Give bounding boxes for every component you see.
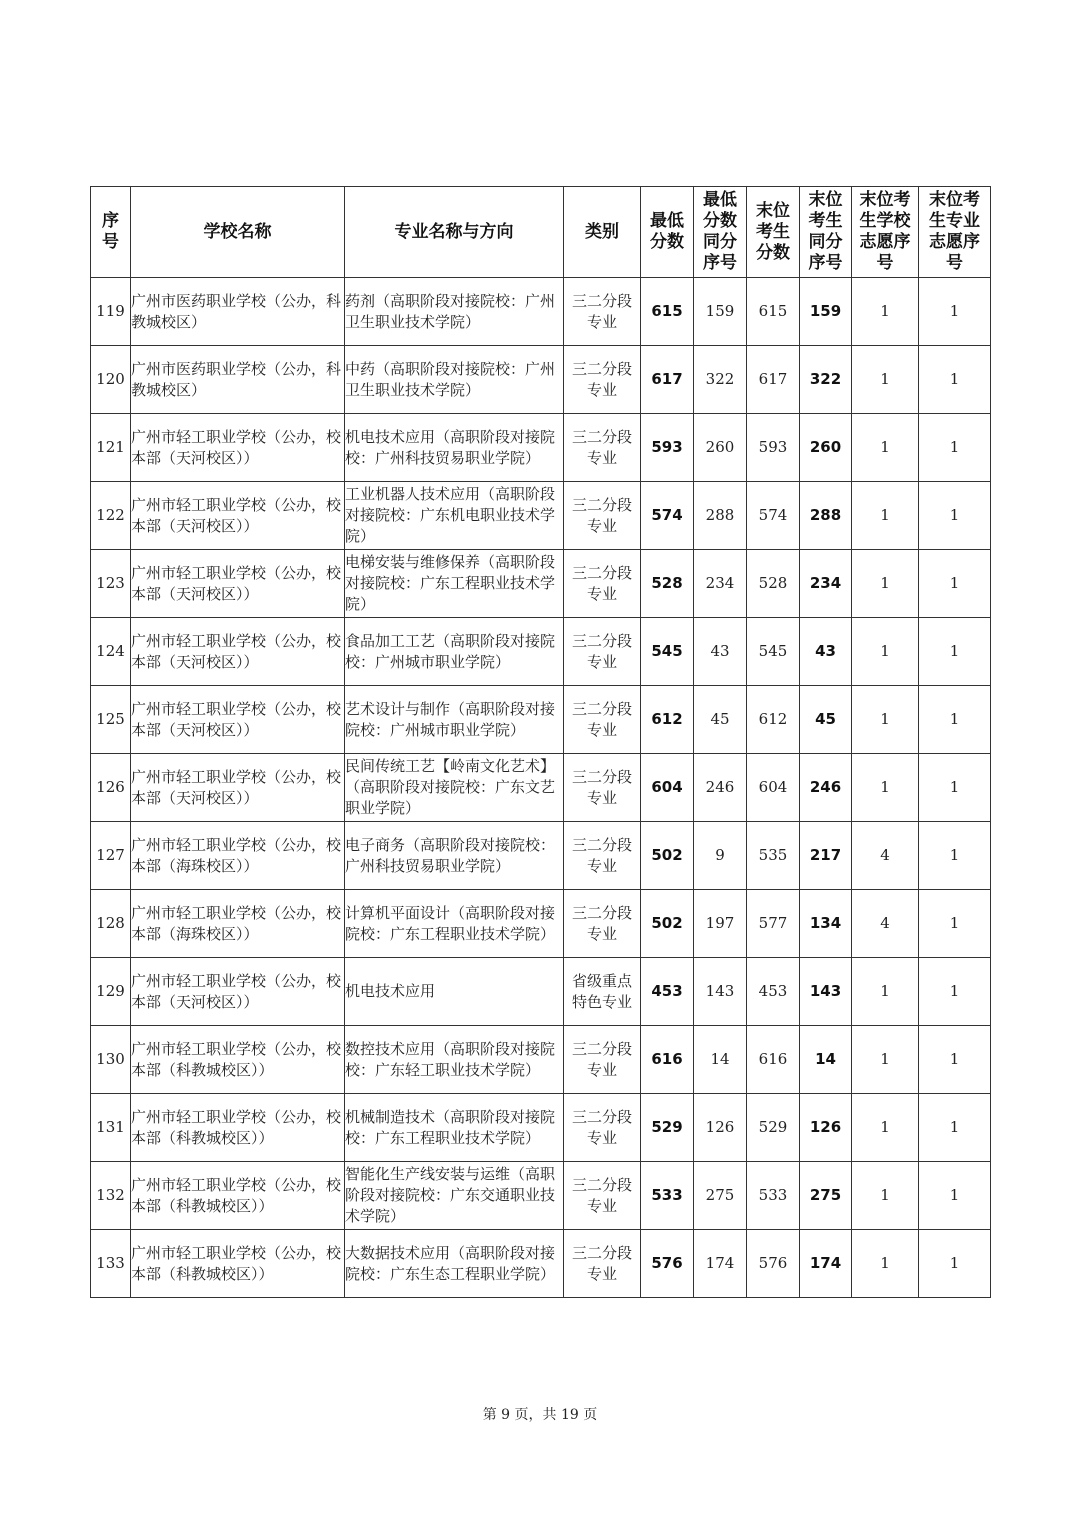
cell-min-rank: 126 bbox=[694, 1094, 747, 1162]
cell-seq: 130 bbox=[91, 1026, 131, 1094]
cell-major: 中药（高职阶段对接院校：广州卫生职业技术学院） bbox=[345, 346, 564, 414]
cell-school: 广州市轻工职业学校（公办，校本部（天河校区）） bbox=[131, 618, 345, 686]
cell-category bbox=[564, 414, 641, 482]
cell-last-rank: 174 bbox=[800, 1230, 852, 1298]
cell-category bbox=[564, 346, 641, 414]
cell-last-score: 576 bbox=[747, 1230, 800, 1298]
cell-category bbox=[564, 1162, 641, 1230]
cell-major: 食品加工工艺（高职阶段对接院校：广州城市职业学院） bbox=[345, 618, 564, 686]
table-row bbox=[91, 754, 991, 822]
page-footer: 第 9 页，共 19 页 bbox=[482, 1407, 598, 1423]
cell-last-rank: 126 bbox=[800, 1094, 852, 1162]
cell-major: 机械制造技术（高职阶段对接院校：广东工程职业技术学院） bbox=[345, 1094, 564, 1162]
cell-school-pref: 1 bbox=[852, 618, 919, 686]
header-last-rank: 末位考生同分序号 bbox=[800, 187, 852, 278]
table-body bbox=[91, 278, 991, 1298]
cell-school-pref: 1 bbox=[852, 482, 919, 550]
table-row bbox=[91, 278, 991, 346]
cell-min-rank: 174 bbox=[694, 1230, 747, 1298]
cell-seq: 128 bbox=[91, 890, 131, 958]
cell-category-text: 三二分段专业 bbox=[571, 767, 632, 807]
cell-last-score: 612 bbox=[747, 686, 800, 754]
table-row bbox=[91, 958, 991, 1026]
cell-last-rank: 143 bbox=[800, 958, 852, 1026]
cell-major: 机电技术应用 bbox=[345, 958, 564, 1026]
cell-min-rank: 275 bbox=[694, 1162, 747, 1230]
cell-min-rank: 260 bbox=[694, 414, 747, 482]
cell-category-text: 三二分段专业 bbox=[571, 631, 632, 671]
cell-major: 药剂（高职阶段对接院校：广州卫生职业技术学院） bbox=[345, 278, 564, 346]
cell-last-rank: 234 bbox=[800, 550, 852, 618]
cell-school: 广州市轻工职业学校（公办，校本部（海珠校区）） bbox=[131, 822, 345, 890]
cell-category bbox=[564, 550, 641, 618]
cell-school-pref: 1 bbox=[852, 958, 919, 1026]
cell-category bbox=[564, 822, 641, 890]
cell-category-text: 三二分段专业 bbox=[571, 1107, 632, 1147]
cell-major-pref: 1 bbox=[919, 1230, 991, 1298]
header-last-score: 末位考生分数 bbox=[747, 187, 800, 278]
cell-major-pref: 1 bbox=[919, 278, 991, 346]
cell-category bbox=[564, 890, 641, 958]
table-row bbox=[91, 1230, 991, 1298]
cell-last-score: 453 bbox=[747, 958, 800, 1026]
cell-category bbox=[564, 1094, 641, 1162]
cell-major-pref: 1 bbox=[919, 550, 991, 618]
header-major: 专业名称与方向 bbox=[345, 187, 564, 278]
cell-major: 机电技术应用（高职阶段对接院校：广州科技贸易职业学院） bbox=[345, 414, 564, 482]
cell-min-rank: 246 bbox=[694, 754, 747, 822]
cell-min-score: 604 bbox=[641, 754, 694, 822]
cell-last-score: 577 bbox=[747, 890, 800, 958]
cell-school-pref: 1 bbox=[852, 278, 919, 346]
cell-category-text: 三二分段专业 bbox=[571, 903, 632, 943]
cell-seq: 121 bbox=[91, 414, 131, 482]
cell-school-pref: 1 bbox=[852, 1094, 919, 1162]
cell-category bbox=[564, 686, 641, 754]
cell-school-pref: 1 bbox=[852, 1026, 919, 1094]
cell-min-score: 545 bbox=[641, 618, 694, 686]
cell-category-text: 三二分段专业 bbox=[571, 563, 632, 603]
cell-last-score: 535 bbox=[747, 822, 800, 890]
cell-min-rank: 234 bbox=[694, 550, 747, 618]
cell-last-score: 617 bbox=[747, 346, 800, 414]
admission-score-table bbox=[90, 186, 991, 1298]
table-row bbox=[91, 890, 991, 958]
cell-min-score: 453 bbox=[641, 958, 694, 1026]
table-row bbox=[91, 1094, 991, 1162]
table-row bbox=[91, 346, 991, 414]
cell-major: 智能化生产线安装与运维（高职阶段对接院校：广东交通职业技术学院） bbox=[345, 1162, 564, 1230]
cell-category-text: 三二分段专业 bbox=[571, 359, 632, 399]
table-row bbox=[91, 1026, 991, 1094]
cell-school-pref: 4 bbox=[852, 890, 919, 958]
cell-last-rank: 275 bbox=[800, 1162, 852, 1230]
cell-last-rank: 14 bbox=[800, 1026, 852, 1094]
cell-school: 广州市轻工职业学校（公办，校本部（天河校区）） bbox=[131, 958, 345, 1026]
cell-major: 数控技术应用（高职阶段对接院校：广东轻工职业技术学院） bbox=[345, 1026, 564, 1094]
cell-category bbox=[564, 1230, 641, 1298]
cell-major: 电子商务（高职阶段对接院校：广州科技贸易职业学院） bbox=[345, 822, 564, 890]
cell-category-text: 三二分段专业 bbox=[571, 291, 632, 331]
cell-category bbox=[564, 618, 641, 686]
cell-major: 工业机器人技术应用（高职阶段对接院校：广东机电职业技术学院） bbox=[345, 482, 564, 550]
cell-min-rank: 159 bbox=[694, 278, 747, 346]
cell-min-score: 533 bbox=[641, 1162, 694, 1230]
cell-min-score: 616 bbox=[641, 1026, 694, 1094]
cell-last-score: 529 bbox=[747, 1094, 800, 1162]
cell-major-pref: 1 bbox=[919, 1162, 991, 1230]
table-row bbox=[91, 686, 991, 754]
cell-last-score: 615 bbox=[747, 278, 800, 346]
cell-school: 广州市轻工职业学校（公办，校本部（天河校区）） bbox=[131, 550, 345, 618]
table-header-row bbox=[91, 187, 991, 278]
cell-school: 广州市轻工职业学校（公办，校本部（海珠校区）） bbox=[131, 890, 345, 958]
cell-seq: 124 bbox=[91, 618, 131, 686]
cell-last-rank: 322 bbox=[800, 346, 852, 414]
table-row bbox=[91, 618, 991, 686]
cell-min-score: 528 bbox=[641, 550, 694, 618]
cell-major-pref: 1 bbox=[919, 1026, 991, 1094]
cell-seq: 125 bbox=[91, 686, 131, 754]
cell-major: 民间传统工艺【岭南文化艺术】（高职阶段对接院校：广东文艺职业学院） bbox=[345, 754, 564, 822]
cell-major-pref: 1 bbox=[919, 822, 991, 890]
cell-school: 广州市轻工职业学校（公办，校本部（科教城校区）） bbox=[131, 1162, 345, 1230]
cell-category bbox=[564, 1026, 641, 1094]
header-school: 学校名称 bbox=[131, 187, 345, 278]
cell-last-score: 533 bbox=[747, 1162, 800, 1230]
header-category: 类别 bbox=[564, 187, 641, 278]
cell-major: 计算机平面设计（高职阶段对接院校：广东工程职业技术学院） bbox=[345, 890, 564, 958]
header-major-pref: 末位考生专业志愿序号 bbox=[919, 187, 991, 278]
cell-last-rank: 288 bbox=[800, 482, 852, 550]
cell-min-score: 612 bbox=[641, 686, 694, 754]
cell-school: 广州市轻工职业学校（公办，校本部（科教城校区）） bbox=[131, 1094, 345, 1162]
cell-school: 广州市轻工职业学校（公办，校本部（天河校区）） bbox=[131, 754, 345, 822]
cell-school-pref: 1 bbox=[852, 754, 919, 822]
cell-category bbox=[564, 754, 641, 822]
header-min-rank: 最低分数同分序号 bbox=[694, 187, 747, 278]
cell-seq: 132 bbox=[91, 1162, 131, 1230]
cell-category-text: 三二分段专业 bbox=[571, 835, 632, 875]
cell-category-text: 省级重点特色专业 bbox=[571, 971, 632, 1011]
cell-category bbox=[564, 482, 641, 550]
cell-min-score: 502 bbox=[641, 890, 694, 958]
header-seq: 序号 bbox=[91, 187, 131, 278]
cell-school-pref: 1 bbox=[852, 686, 919, 754]
cell-min-score: 615 bbox=[641, 278, 694, 346]
cell-school-pref: 1 bbox=[852, 1162, 919, 1230]
cell-school: 广州市医药职业学校（公办，科教城校区） bbox=[131, 346, 345, 414]
cell-school: 广州市轻工职业学校（公办，校本部（天河校区）） bbox=[131, 686, 345, 754]
cell-school-pref: 1 bbox=[852, 346, 919, 414]
table-row bbox=[91, 1162, 991, 1230]
cell-seq: 123 bbox=[91, 550, 131, 618]
cell-major-pref: 1 bbox=[919, 1094, 991, 1162]
table-row bbox=[91, 482, 991, 550]
cell-school-pref: 1 bbox=[852, 550, 919, 618]
cell-min-rank: 43 bbox=[694, 618, 747, 686]
cell-min-score: 576 bbox=[641, 1230, 694, 1298]
cell-last-score: 545 bbox=[747, 618, 800, 686]
table-row bbox=[91, 550, 991, 618]
cell-major: 艺术设计与制作（高职阶段对接院校：广州城市职业学院） bbox=[345, 686, 564, 754]
cell-major-pref: 1 bbox=[919, 754, 991, 822]
cell-school-pref: 4 bbox=[852, 822, 919, 890]
cell-seq: 131 bbox=[91, 1094, 131, 1162]
cell-school-pref: 1 bbox=[852, 414, 919, 482]
cell-min-rank: 288 bbox=[694, 482, 747, 550]
cell-seq: 129 bbox=[91, 958, 131, 1026]
cell-category bbox=[564, 958, 641, 1026]
cell-last-rank: 134 bbox=[800, 890, 852, 958]
cell-seq: 127 bbox=[91, 822, 131, 890]
header-school-pref: 末位考生学校志愿序号 bbox=[852, 187, 919, 278]
cell-last-rank: 45 bbox=[800, 686, 852, 754]
cell-category-text: 三二分段专业 bbox=[571, 1243, 632, 1283]
cell-category-text: 三二分段专业 bbox=[571, 699, 632, 739]
cell-last-rank: 260 bbox=[800, 414, 852, 482]
cell-last-score: 528 bbox=[747, 550, 800, 618]
cell-school: 广州市医药职业学校（公办，科教城校区） bbox=[131, 278, 345, 346]
cell-seq: 120 bbox=[91, 346, 131, 414]
cell-min-rank: 45 bbox=[694, 686, 747, 754]
cell-min-score: 617 bbox=[641, 346, 694, 414]
cell-last-rank: 159 bbox=[800, 278, 852, 346]
cell-min-rank: 9 bbox=[694, 822, 747, 890]
cell-last-rank: 246 bbox=[800, 754, 852, 822]
cell-min-score: 593 bbox=[641, 414, 694, 482]
cell-school: 广州市轻工职业学校（公办，校本部（天河校区）） bbox=[131, 482, 345, 550]
cell-seq: 122 bbox=[91, 482, 131, 550]
cell-major-pref: 1 bbox=[919, 686, 991, 754]
cell-category-text: 三二分段专业 bbox=[571, 427, 632, 467]
cell-major-pref: 1 bbox=[919, 482, 991, 550]
table-row bbox=[91, 414, 991, 482]
cell-last-score: 616 bbox=[747, 1026, 800, 1094]
cell-major-pref: 1 bbox=[919, 958, 991, 1026]
cell-school: 广州市轻工职业学校（公办，校本部（科教城校区）） bbox=[131, 1230, 345, 1298]
cell-category-text: 三二分段专业 bbox=[571, 1039, 632, 1079]
cell-min-rank: 322 bbox=[694, 346, 747, 414]
cell-major: 电梯安装与维修保养（高职阶段对接院校：广东工程职业技术学院） bbox=[345, 550, 564, 618]
cell-seq: 119 bbox=[91, 278, 131, 346]
cell-category-text: 三二分段专业 bbox=[571, 1175, 632, 1215]
header-min-score: 最低分数 bbox=[641, 187, 694, 278]
table-row bbox=[91, 822, 991, 890]
cell-min-rank: 197 bbox=[694, 890, 747, 958]
cell-major-pref: 1 bbox=[919, 346, 991, 414]
cell-seq: 133 bbox=[91, 1230, 131, 1298]
cell-min-score: 574 bbox=[641, 482, 694, 550]
cell-category bbox=[564, 278, 641, 346]
cell-last-score: 574 bbox=[747, 482, 800, 550]
cell-major: 大数据技术应用（高职阶段对接院校：广东生态工程职业学院） bbox=[345, 1230, 564, 1298]
cell-min-score: 529 bbox=[641, 1094, 694, 1162]
cell-last-rank: 43 bbox=[800, 618, 852, 686]
cell-major-pref: 1 bbox=[919, 414, 991, 482]
cell-major-pref: 1 bbox=[919, 890, 991, 958]
cell-school: 广州市轻工职业学校（公办，校本部（科教城校区）） bbox=[131, 1026, 345, 1094]
cell-last-score: 604 bbox=[747, 754, 800, 822]
cell-major-pref: 1 bbox=[919, 618, 991, 686]
cell-category-text: 三二分段专业 bbox=[571, 495, 632, 535]
cell-last-rank: 217 bbox=[800, 822, 852, 890]
cell-min-rank: 14 bbox=[694, 1026, 747, 1094]
cell-seq: 126 bbox=[91, 754, 131, 822]
cell-school-pref: 1 bbox=[852, 1230, 919, 1298]
cell-school: 广州市轻工职业学校（公办，校本部（天河校区）） bbox=[131, 414, 345, 482]
cell-min-rank: 143 bbox=[694, 958, 747, 1026]
cell-min-score: 502 bbox=[641, 822, 694, 890]
cell-last-score: 593 bbox=[747, 414, 800, 482]
